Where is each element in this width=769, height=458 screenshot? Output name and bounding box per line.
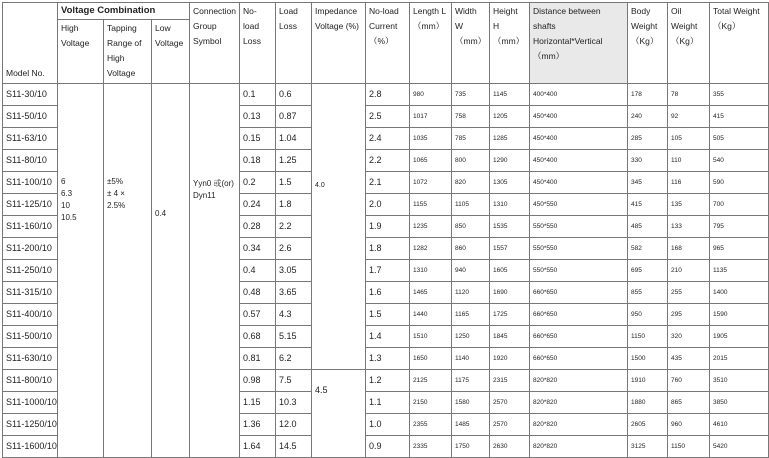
header-model-label: Model No. <box>6 68 45 78</box>
header-width: Width W（mm） <box>452 3 490 84</box>
oil-weight-cell: 168 <box>668 238 710 260</box>
header-total-weight: Total Weight（Kg） <box>710 3 769 84</box>
model-cell: S11-630/10 <box>3 348 58 370</box>
header-oil-weight: Oil Weight（Kg） <box>668 3 710 84</box>
no-load-loss-cell: 0.57 <box>240 304 276 326</box>
body-weight-cell: 3125 <box>628 436 668 458</box>
no-load-loss-cell: 0.13 <box>240 106 276 128</box>
header-length: Length L（mm） <box>410 3 452 84</box>
distance-cell: 450*400 <box>530 150 628 172</box>
oil-weight-cell: 320 <box>668 326 710 348</box>
length-cell: 1310 <box>410 260 452 282</box>
body-weight-cell: 1880 <box>628 392 668 414</box>
height-cell: 2315 <box>490 370 530 392</box>
no-load-current-cell: 1.0 <box>366 414 410 436</box>
width-cell: 1250 <box>452 326 490 348</box>
body-weight-cell: 1910 <box>628 370 668 392</box>
no-load-loss-cell: 0.1 <box>240 84 276 106</box>
length-cell: 1017 <box>410 106 452 128</box>
length-cell: 980 <box>410 84 452 106</box>
width-cell: 820 <box>452 172 490 194</box>
model-cell: S11-100/10 <box>3 172 58 194</box>
model-cell: S11-1250/10 <box>3 414 58 436</box>
length-cell: 1072 <box>410 172 452 194</box>
no-load-current-cell: 2.0 <box>366 194 410 216</box>
width-cell: 785 <box>452 128 490 150</box>
body-weight-cell: 485 <box>628 216 668 238</box>
model-cell: S11-800/10 <box>3 370 58 392</box>
load-loss-cell: 1.5 <box>276 172 312 194</box>
height-cell: 1920 <box>490 348 530 370</box>
body-weight-cell: 2605 <box>628 414 668 436</box>
no-load-current-cell: 1.7 <box>366 260 410 282</box>
body-weight-cell: 345 <box>628 172 668 194</box>
header-impedance-voltage: Impedance Voltage (%) <box>312 3 366 84</box>
no-load-loss-cell: 0.68 <box>240 326 276 348</box>
no-load-current-cell: 1.8 <box>366 238 410 260</box>
header-high-voltage: High Voltage <box>58 20 104 84</box>
load-loss-cell: 1.8 <box>276 194 312 216</box>
no-load-current-cell: 1.2 <box>366 370 410 392</box>
total-weight-cell: 1905 <box>710 326 769 348</box>
body-weight-cell: 1150 <box>628 326 668 348</box>
no-load-loss-cell: 0.2 <box>240 172 276 194</box>
distance-cell: 400*400 <box>530 84 628 106</box>
body-weight-cell: 285 <box>628 128 668 150</box>
height-cell: 1845 <box>490 326 530 348</box>
no-load-current-cell: 1.5 <box>366 304 410 326</box>
oil-weight-cell: 210 <box>668 260 710 282</box>
width-cell: 735 <box>452 84 490 106</box>
no-load-loss-cell: 0.98 <box>240 370 276 392</box>
tapping-range-line: 2.5% <box>107 201 126 210</box>
oil-weight-cell: 255 <box>668 282 710 304</box>
width-cell: 860 <box>452 238 490 260</box>
no-load-current-cell: 1.3 <box>366 348 410 370</box>
high-voltage-line: 10.5 <box>61 213 77 222</box>
model-cell: S11-500/10 <box>3 326 58 348</box>
width-cell: 1485 <box>452 414 490 436</box>
width-cell: 1120 <box>452 282 490 304</box>
height-cell: 1310 <box>490 194 530 216</box>
distance-cell: 820*820 <box>530 370 628 392</box>
height-cell: 1285 <box>490 128 530 150</box>
width-cell: 1165 <box>452 304 490 326</box>
no-load-loss-cell: 0.24 <box>240 194 276 216</box>
length-cell: 1065 <box>410 150 452 172</box>
body-weight-cell: 240 <box>628 106 668 128</box>
height-cell: 1205 <box>490 106 530 128</box>
high-voltage-line: 6 <box>61 177 66 186</box>
oil-weight-cell: 135 <box>668 194 710 216</box>
distance-cell: 550*550 <box>530 238 628 260</box>
total-weight-cell: 505 <box>710 128 769 150</box>
header-tapping-range: Tapping Range of High Voltage <box>104 20 152 84</box>
header-no-load-loss: No-load Loss <box>240 3 276 84</box>
height-cell: 1690 <box>490 282 530 304</box>
no-load-current-cell: 1.1 <box>366 392 410 414</box>
model-cell: S11-1600/10 <box>3 436 58 458</box>
no-load-current-cell: 0.9 <box>366 436 410 458</box>
header-body-weight: Body Weight（Kg） <box>628 3 668 84</box>
body-weight-cell: 330 <box>628 150 668 172</box>
height-cell: 1535 <box>490 216 530 238</box>
connection-group-line: Dyn11 <box>193 191 216 200</box>
model-cell: S11-200/10 <box>3 238 58 260</box>
no-load-current-cell: 2.4 <box>366 128 410 150</box>
width-cell: 940 <box>452 260 490 282</box>
header-connection-group: Connection Group Symbol <box>190 3 240 84</box>
header-load-loss: Load Loss <box>276 3 312 84</box>
distance-cell: 450*550 <box>530 194 628 216</box>
total-weight-cell: 355 <box>710 84 769 106</box>
tapping-range-line: ±5% <box>107 177 123 186</box>
load-loss-cell: 2.6 <box>276 238 312 260</box>
total-weight-cell: 965 <box>710 238 769 260</box>
distance-cell: 450*400 <box>530 172 628 194</box>
height-cell: 2570 <box>490 414 530 436</box>
distance-cell: 550*550 <box>530 260 628 282</box>
length-cell: 1510 <box>410 326 452 348</box>
no-load-loss-cell: 0.15 <box>240 128 276 150</box>
height-cell: 1290 <box>490 150 530 172</box>
distance-cell: 450*400 <box>530 106 628 128</box>
high-voltage-line: 10 <box>61 201 70 210</box>
height-cell: 2630 <box>490 436 530 458</box>
load-loss-cell: 3.65 <box>276 282 312 304</box>
length-cell: 1035 <box>410 128 452 150</box>
total-weight-cell: 4610 <box>710 414 769 436</box>
oil-weight-cell: 78 <box>668 84 710 106</box>
no-load-loss-cell: 0.28 <box>240 216 276 238</box>
total-weight-cell: 2015 <box>710 348 769 370</box>
no-load-current-cell: 2.8 <box>366 84 410 106</box>
total-weight-cell: 5420 <box>710 436 769 458</box>
distance-cell: 550*550 <box>530 216 628 238</box>
load-loss-cell: 1.25 <box>276 150 312 172</box>
body-weight-cell: 950 <box>628 304 668 326</box>
total-weight-cell: 1400 <box>710 282 769 304</box>
model-cell: S11-160/10 <box>3 216 58 238</box>
distance-cell: 820*820 <box>530 414 628 436</box>
load-loss-cell: 4.3 <box>276 304 312 326</box>
oil-weight-cell: 435 <box>668 348 710 370</box>
tapping-range-cell <box>104 84 152 458</box>
body-weight-cell: 855 <box>628 282 668 304</box>
length-cell: 1282 <box>410 238 452 260</box>
total-weight-cell: 415 <box>710 106 769 128</box>
load-loss-cell: 1.04 <box>276 128 312 150</box>
header-height: Height H（mm） <box>490 3 530 84</box>
load-loss-cell: 7.5 <box>276 370 312 392</box>
total-weight-cell: 3510 <box>710 370 769 392</box>
load-loss-cell: 3.05 <box>276 260 312 282</box>
high-voltage-line: 6.3 <box>61 189 73 198</box>
header-voltage-combination: Voltage Combination <box>58 3 190 20</box>
length-cell: 1440 <box>410 304 452 326</box>
height-cell: 1305 <box>490 172 530 194</box>
length-cell: 1650 <box>410 348 452 370</box>
low-voltage-cell: 0.4 <box>152 84 190 458</box>
load-loss-cell: 2.2 <box>276 216 312 238</box>
no-load-current-cell: 1.4 <box>366 326 410 348</box>
table-row <box>3 84 769 106</box>
oil-weight-cell: 133 <box>668 216 710 238</box>
model-cell: S11-125/10 <box>3 194 58 216</box>
load-loss-cell: 12.0 <box>276 414 312 436</box>
height-cell: 1557 <box>490 238 530 260</box>
load-loss-cell: 0.87 <box>276 106 312 128</box>
no-load-loss-cell: 0.48 <box>240 282 276 304</box>
no-load-current-cell: 2.2 <box>366 150 410 172</box>
height-cell: 1145 <box>490 84 530 106</box>
no-load-loss-cell: 1.15 <box>240 392 276 414</box>
distance-cell: 820*820 <box>530 436 628 458</box>
oil-weight-cell: 1150 <box>668 436 710 458</box>
oil-weight-cell: 105 <box>668 128 710 150</box>
width-cell: 800 <box>452 150 490 172</box>
model-cell: S11-50/10 <box>3 106 58 128</box>
distance-cell: 660*650 <box>530 348 628 370</box>
header-distance-between-shafts: Distance between shafts Horizontal*Vertical（mm） <box>530 3 628 84</box>
oil-weight-cell: 92 <box>668 106 710 128</box>
width-cell: 1175 <box>452 370 490 392</box>
no-load-loss-cell: 0.81 <box>240 348 276 370</box>
height-cell: 1725 <box>490 304 530 326</box>
total-weight-cell: 1590 <box>710 304 769 326</box>
oil-weight-cell: 110 <box>668 150 710 172</box>
connection-group-line: Yyn0 或(or) <box>193 179 234 188</box>
header-no-load-current: No-load Current （%） <box>366 3 410 84</box>
no-load-loss-cell: 1.64 <box>240 436 276 458</box>
load-loss-cell: 14.5 <box>276 436 312 458</box>
oil-weight-cell: 960 <box>668 414 710 436</box>
model-cell: S11-63/10 <box>3 128 58 150</box>
body-weight-cell: 695 <box>628 260 668 282</box>
body-weight-cell: 415 <box>628 194 668 216</box>
header-model <box>3 3 58 84</box>
model-cell: S11-250/10 <box>3 260 58 282</box>
model-cell: S11-30/10 <box>3 84 58 106</box>
width-cell: 758 <box>452 106 490 128</box>
width-cell: 850 <box>452 216 490 238</box>
oil-weight-cell: 116 <box>668 172 710 194</box>
total-weight-cell: 590 <box>710 172 769 194</box>
distance-cell: 820*820 <box>530 392 628 414</box>
model-cell: S11-315/10 <box>3 282 58 304</box>
tapping-range-line: ± 4 × <box>107 189 125 198</box>
load-loss-cell: 0.6 <box>276 84 312 106</box>
total-weight-cell: 795 <box>710 216 769 238</box>
no-load-loss-cell: 1.36 <box>240 414 276 436</box>
oil-weight-cell: 760 <box>668 370 710 392</box>
distance-cell: 660*650 <box>530 326 628 348</box>
spec-table-body <box>3 84 769 458</box>
header-low-voltage: Low Voltage <box>152 20 190 84</box>
model-cell: S11-80/10 <box>3 150 58 172</box>
width-cell: 1580 <box>452 392 490 414</box>
no-load-current-cell: 1.6 <box>366 282 410 304</box>
load-loss-cell: 5.15 <box>276 326 312 348</box>
model-cell: S11-400/10 <box>3 304 58 326</box>
high-voltage-cell <box>58 84 104 458</box>
height-cell: 1605 <box>490 260 530 282</box>
length-cell: 1235 <box>410 216 452 238</box>
no-load-loss-cell: 0.34 <box>240 238 276 260</box>
total-weight-cell: 1135 <box>710 260 769 282</box>
distance-cell: 450*400 <box>530 128 628 150</box>
no-load-current-cell: 2.5 <box>366 106 410 128</box>
load-loss-cell: 10.3 <box>276 392 312 414</box>
load-loss-cell: 6.2 <box>276 348 312 370</box>
oil-weight-cell: 865 <box>668 392 710 414</box>
distance-cell: 660*650 <box>530 304 628 326</box>
length-cell: 2150 <box>410 392 452 414</box>
height-cell: 2570 <box>490 392 530 414</box>
distance-cell: 660*650 <box>530 282 628 304</box>
oil-weight-cell: 295 <box>668 304 710 326</box>
no-load-current-cell: 1.9 <box>366 216 410 238</box>
no-load-loss-cell: 0.18 <box>240 150 276 172</box>
total-weight-cell: 700 <box>710 194 769 216</box>
impedance-voltage-cell: 4.5 <box>312 370 366 458</box>
body-weight-cell: 178 <box>628 84 668 106</box>
connection-group-cell <box>190 84 240 458</box>
width-cell: 1750 <box>452 436 490 458</box>
total-weight-cell: 540 <box>710 150 769 172</box>
body-weight-cell: 1500 <box>628 348 668 370</box>
length-cell: 1155 <box>410 194 452 216</box>
total-weight-cell: 3850 <box>710 392 769 414</box>
transformer-spec-table <box>2 2 769 458</box>
no-load-loss-cell: 0.4 <box>240 260 276 282</box>
width-cell: 1105 <box>452 194 490 216</box>
no-load-current-cell: 2.1 <box>366 172 410 194</box>
body-weight-cell: 582 <box>628 238 668 260</box>
impedance-voltage-cell: 4.0 <box>312 84 366 370</box>
width-cell: 1140 <box>452 348 490 370</box>
model-cell: S11-1000/10 <box>3 392 58 414</box>
length-cell: 2355 <box>410 414 452 436</box>
length-cell: 1465 <box>410 282 452 304</box>
length-cell: 2335 <box>410 436 452 458</box>
length-cell: 2125 <box>410 370 452 392</box>
